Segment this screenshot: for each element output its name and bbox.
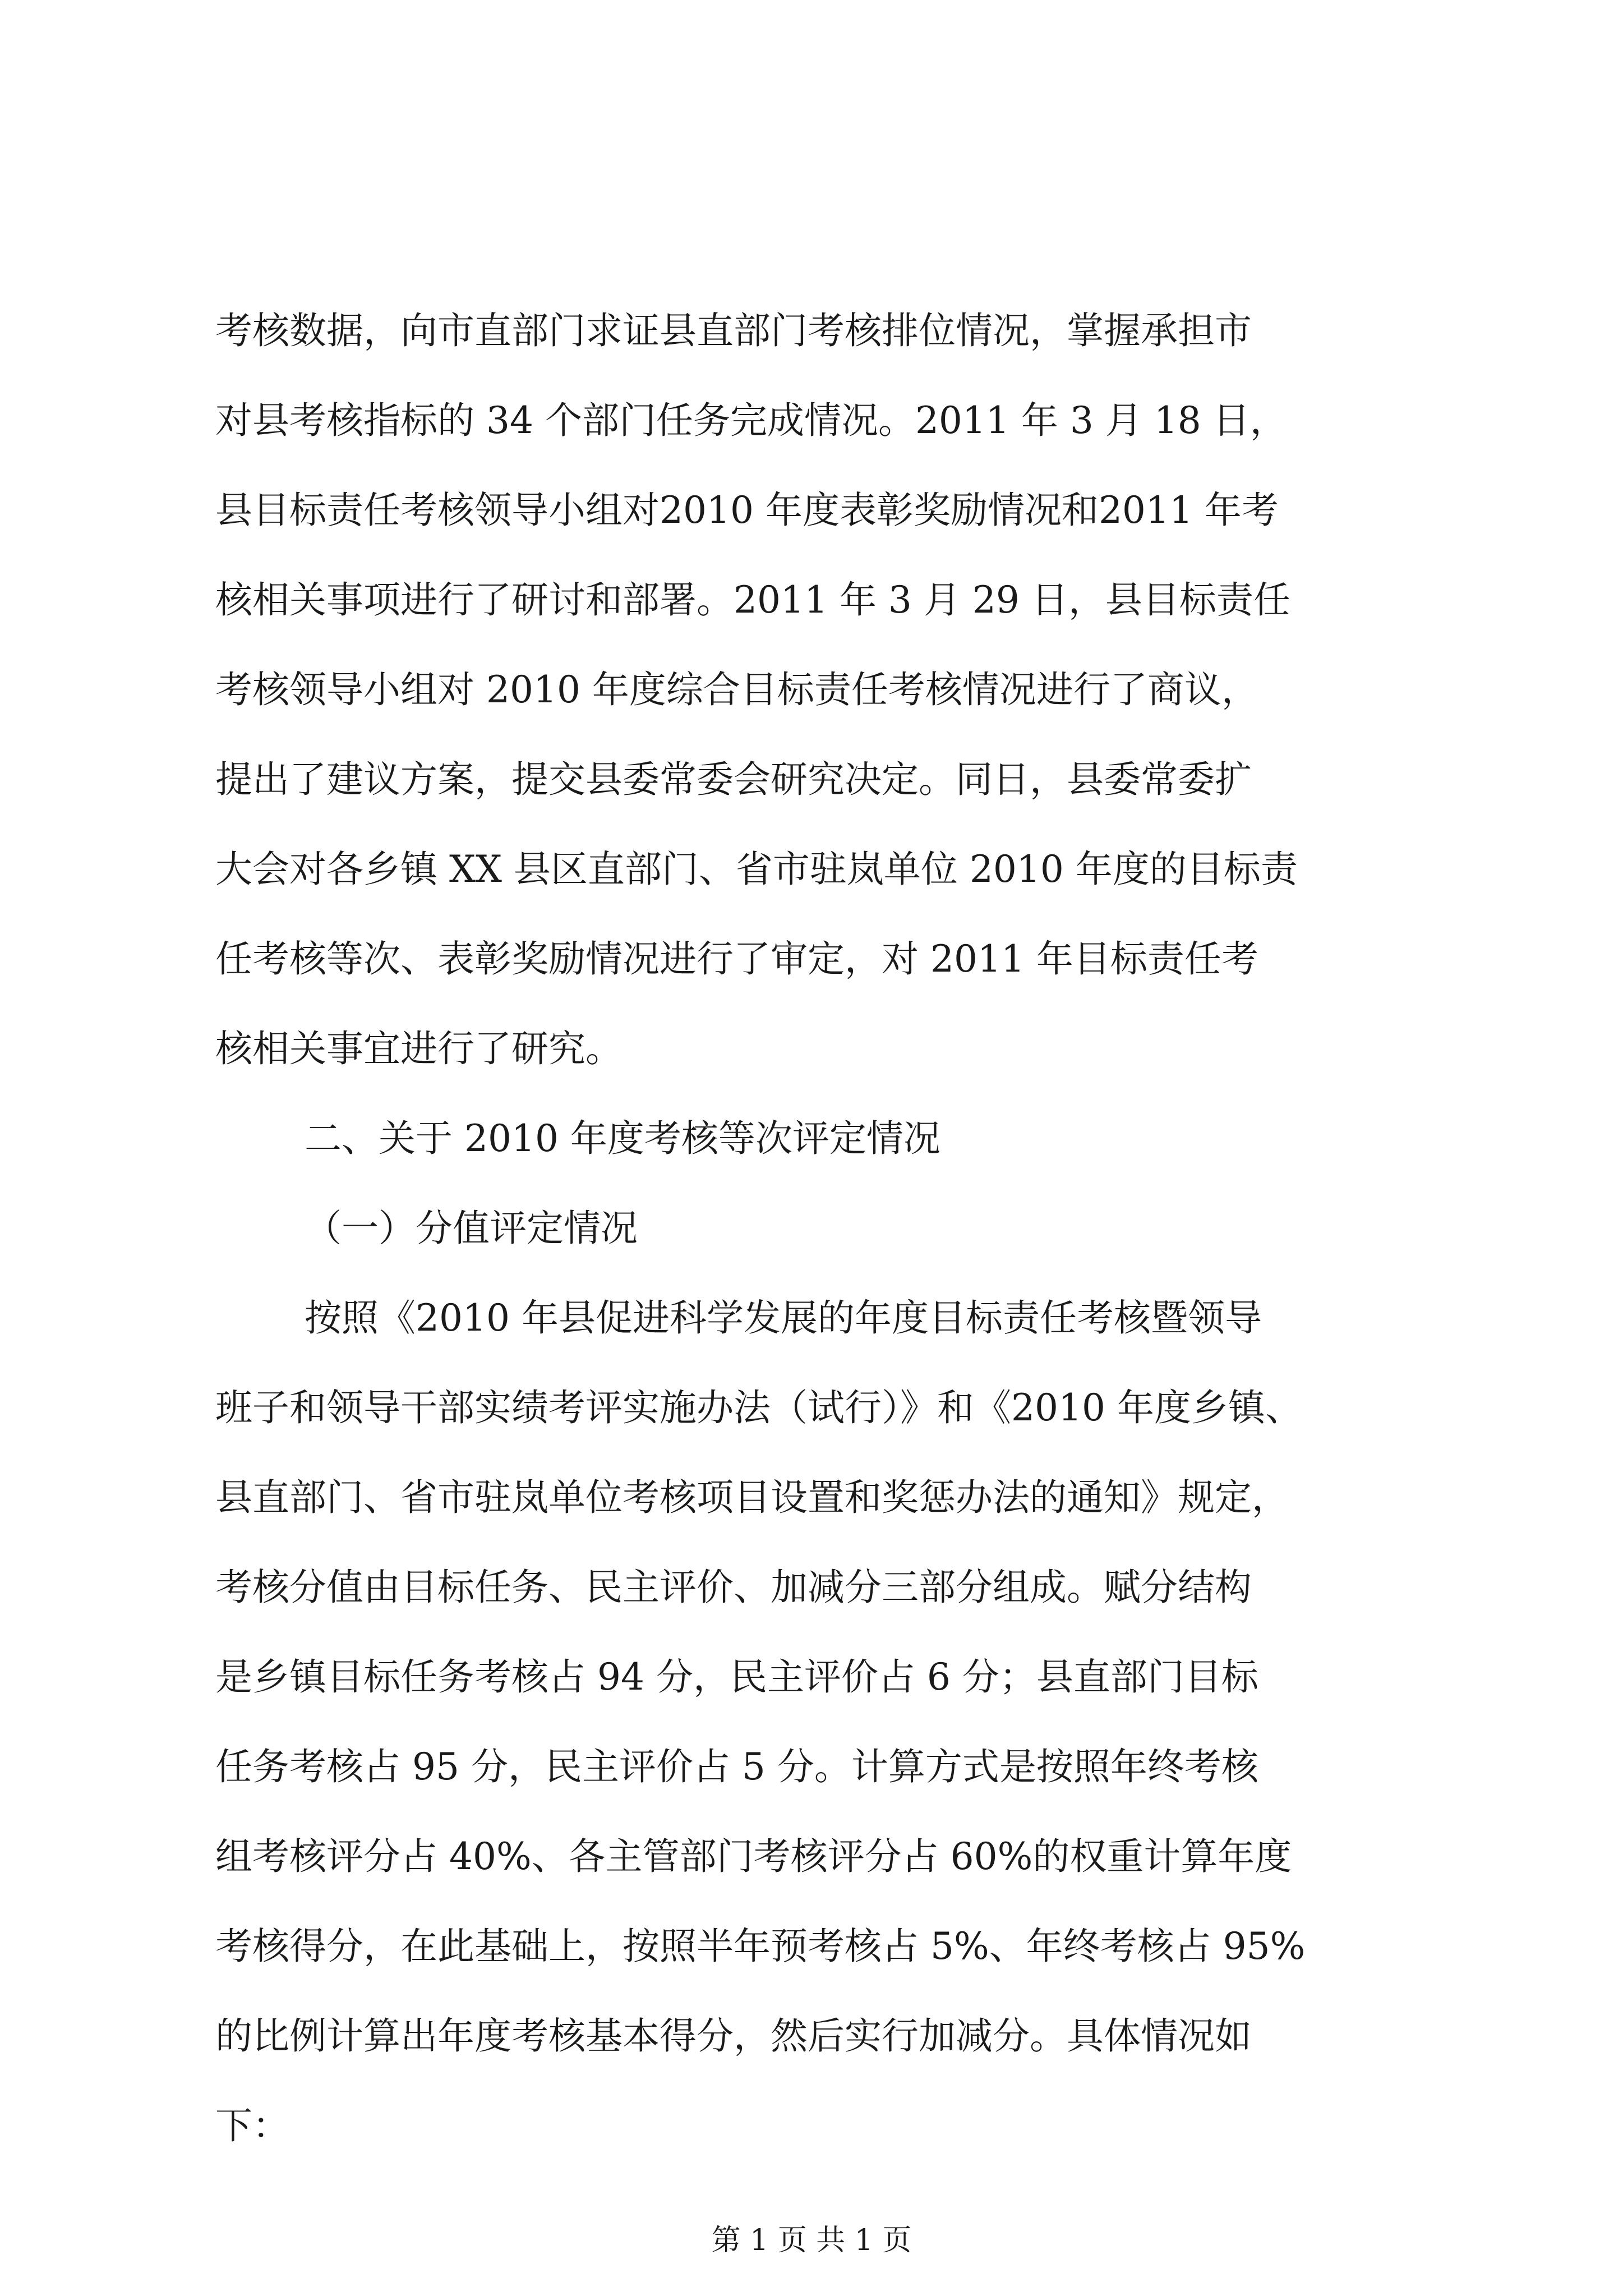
- section-heading: 二、关于 2010 年度考核等次评定情况: [305, 1117, 940, 1160]
- body-text-line: 组考核评分占 40%、各主管部门考核评分占 60%的权重计算年度: [215, 1835, 1292, 1878]
- body-text-line: 是乡镇目标任务考核占 94 分，民主评价占 6 分；县直部门目标: [215, 1655, 1258, 1699]
- body-text-line: 下：: [215, 2104, 289, 2147]
- body-text-line: 提出了建议方案，提交县委常委会研究决定。同日，县委常委扩: [215, 758, 1252, 801]
- body-text-line: 任考核等次、表彰奖励情况进行了审定，对 2011 年目标责任考: [215, 937, 1258, 981]
- body-text-line: 考核分值由目标任务、民主评价、加减分三部分组成。赋分结构: [215, 1566, 1252, 1609]
- body-text-line: 核相关事宜进行了研究。: [215, 1027, 623, 1070]
- body-text-line: 按照《2010 年县促进科学发展的年度目标责任考核暨领导: [305, 1296, 1262, 1340]
- body-text-line: 考核数据，向市直部门求证县直部门考核排位情况，掌握承担市: [215, 309, 1252, 352]
- body-text-line: 班子和领导干部实绩考评实施办法（试行）》和《2010 年度乡镇、: [215, 1386, 1302, 1429]
- body-text-line: 考核领导小组对 2010 年度综合目标责任考核情况进行了商议，: [215, 668, 1258, 711]
- body-text-line: 的比例计算出年度考核基本得分，然后实行加减分。具体情况如: [215, 2014, 1252, 2058]
- body-text-line: 核相关事项进行了研讨和部署。2011 年 3 月 29 日，县目标责任: [215, 578, 1290, 622]
- body-text-line: 对县考核指标的 34 个部门任务完成情况。2011 年 3 月 18 日，: [215, 399, 1287, 442]
- body-text-line: 县直部门、省市驻岚单位考核项目设置和奖惩办法的通知》规定，: [215, 1476, 1289, 1519]
- subsection-heading: （一）分值评定情况: [305, 1207, 638, 1250]
- page-footer: 第 1 页 共 1 页: [711, 2224, 912, 2257]
- body-text-line: 大会对各乡镇 XX 县区直部门、省市驻岚单位 2010 年度的目标责: [215, 848, 1298, 891]
- body-text-line: 县目标责任考核领导小组对2010 年度表彰奖励情况和2011 年考: [215, 489, 1279, 532]
- body-text-line: 任务考核占 95 分，民主评价占 5 分。计算方式是按照年终考核: [215, 1745, 1258, 1788]
- body-text-line: 考核得分，在此基础上，按照半年预考核占 5%、年终考核占 95%: [215, 1925, 1306, 1968]
